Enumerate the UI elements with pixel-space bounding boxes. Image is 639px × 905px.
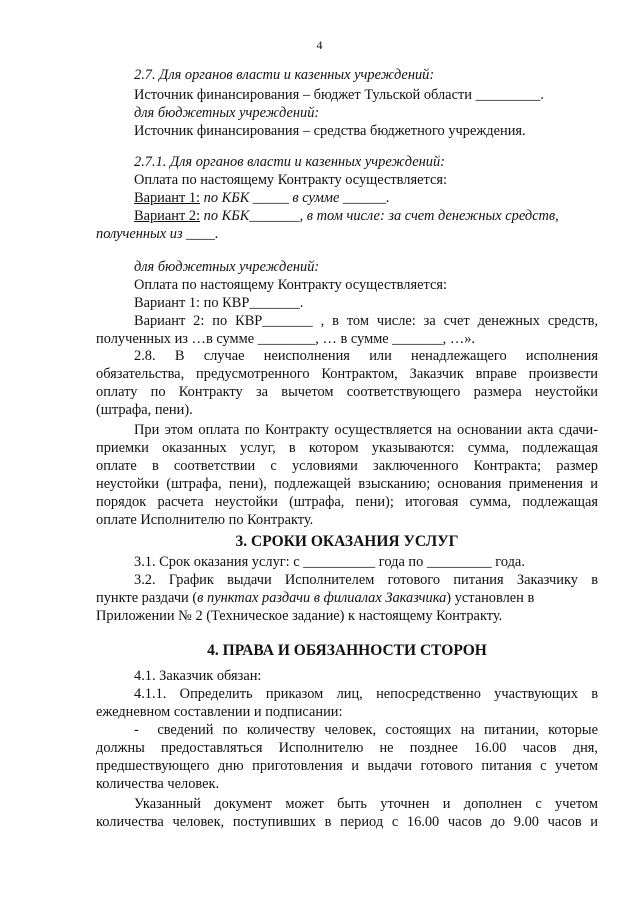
final-paragraph-line: Указанный документ может быть уточнен и дополнен с учетом [134, 796, 598, 812]
kvr-variant-2-continuation: полученных из …в сумме ________, … в сумме _______, …». [96, 331, 476, 347]
kvr-variant-2: Вариант 2: по КВР_______ , в том числе: за счет денежных средств, [134, 313, 598, 329]
bullet-line: - сведений по количеству человек, состоящих на питании, которые [134, 722, 598, 738]
clause-3-2-text-b: ) установлен в [446, 590, 535, 606]
bullet-line: должны предоставляться Исполнителю не позднее 16.00 часов дня, [96, 740, 598, 756]
payment-paragraph-line: неустойки (штрафа, пени), подлежащей взысканию; основания применения и [96, 476, 598, 492]
variant-2-text: по КБК_______, в том числе: за счет денежных средств, [200, 208, 559, 224]
variant-2-continuation: полученных из ____. [96, 226, 219, 242]
clause-4-1: 4.1. Заказчик обязан: [134, 668, 262, 684]
clause-3-2-italic: в пунктах раздачи в филиалах Заказчика [197, 590, 447, 606]
variant-1-text: по КБК _____ в сумме ______. [200, 190, 390, 206]
payment-paragraph-line: оплате Исполнителю по Контракту. [96, 512, 314, 528]
kvr-variant-1: Вариант 1: по КВР_______. [134, 295, 304, 311]
variant-2-line [134, 207, 559, 225]
clause-3-2-line-3: Приложении № 2 (Техническое задание) к настоящему Контракту. [96, 608, 503, 624]
variant-1-line [134, 189, 390, 207]
budget-institutions-heading: для бюджетных учреждений: [134, 105, 320, 121]
clause-2-8-line: (штрафа, пени). [96, 402, 193, 418]
payment-paragraph-line: порядок расчета неустойки (штрафа, пени); итоговая сумма, подлежащая [96, 494, 598, 510]
clause-4-1-1-line-1: 4.1.1. Определить приказом лиц, непосредственно участвующих в [134, 686, 598, 702]
clause-2-7-1-heading: 2.7.1. Для органов власти и казенных учреждений: [134, 154, 445, 170]
section-3-title: 3. СРОКИ ОКАЗАНИЯ УСЛУГ [235, 533, 459, 550]
bullet-line: количества человек. [96, 776, 220, 792]
clause-2-8-line: обязательства, предусмотренного Контрактом, Заказчик вправе произвести [96, 366, 598, 382]
payment-paragraph-line: приемки оказанных услуг, в котором указываются: сумма, подлежащая [96, 440, 598, 456]
clause-2-7-heading: 2.7. Для органов власти и казенных учреждений: [134, 67, 435, 83]
clause-2-8-line: 2.8. В случае неисполнения или ненадлежащего исполнения [134, 348, 598, 364]
clause-2-8-line: оплату по Контракту за вычетом соответствующего размера неустойки [96, 384, 598, 400]
final-paragraph-line: количества человек, поступивших в период с 16.00 часов до 9.00 часов и [96, 814, 598, 830]
payment-paragraph-line: оплате в соответствии с условиями заключенного Контракта; размер [96, 458, 598, 474]
clause-3-2-text-a: пункте раздачи ( [96, 590, 198, 606]
section-4-title: 4. ПРАВА И ОБЯЗАННОСТИ СТОРОН [207, 642, 487, 659]
budget-institutions-heading-2: для бюджетных учреждений: [134, 259, 320, 275]
clause-3-2-line-1: 3.2. График выдачи Исполнителем готового питания Заказчику в [134, 572, 598, 588]
payment-line: Оплата по настоящему Контракту осуществляется: [134, 172, 447, 188]
variant-1-label: Вариант 1: [134, 190, 201, 206]
page-number: 4 [316, 38, 323, 52]
payment-line-2: Оплата по настоящему Контракту осуществляется: [134, 277, 447, 293]
funding-source-institution: Источник финансирования – средства бюджетного учреждения. [134, 123, 526, 139]
payment-paragraph-line: При этом оплата по Контракту осуществляется на основании акта сдачи- [134, 422, 598, 438]
clause-3-2-line-2 [96, 589, 534, 607]
clause-4-1-1-line-2: ежедневном составлении и подписании: [96, 704, 343, 720]
funding-source-budget: Источник финансирования – бюджет Тульской области _________. [134, 87, 544, 103]
variant-2-label: Вариант 2: [134, 208, 201, 224]
bullet-line: предшествующего дню приготовления и выдачи готового питания с учетом [96, 758, 598, 774]
clause-3-1: 3.1. Срок оказания услуг: с __________ года по _________ года. [134, 554, 525, 570]
